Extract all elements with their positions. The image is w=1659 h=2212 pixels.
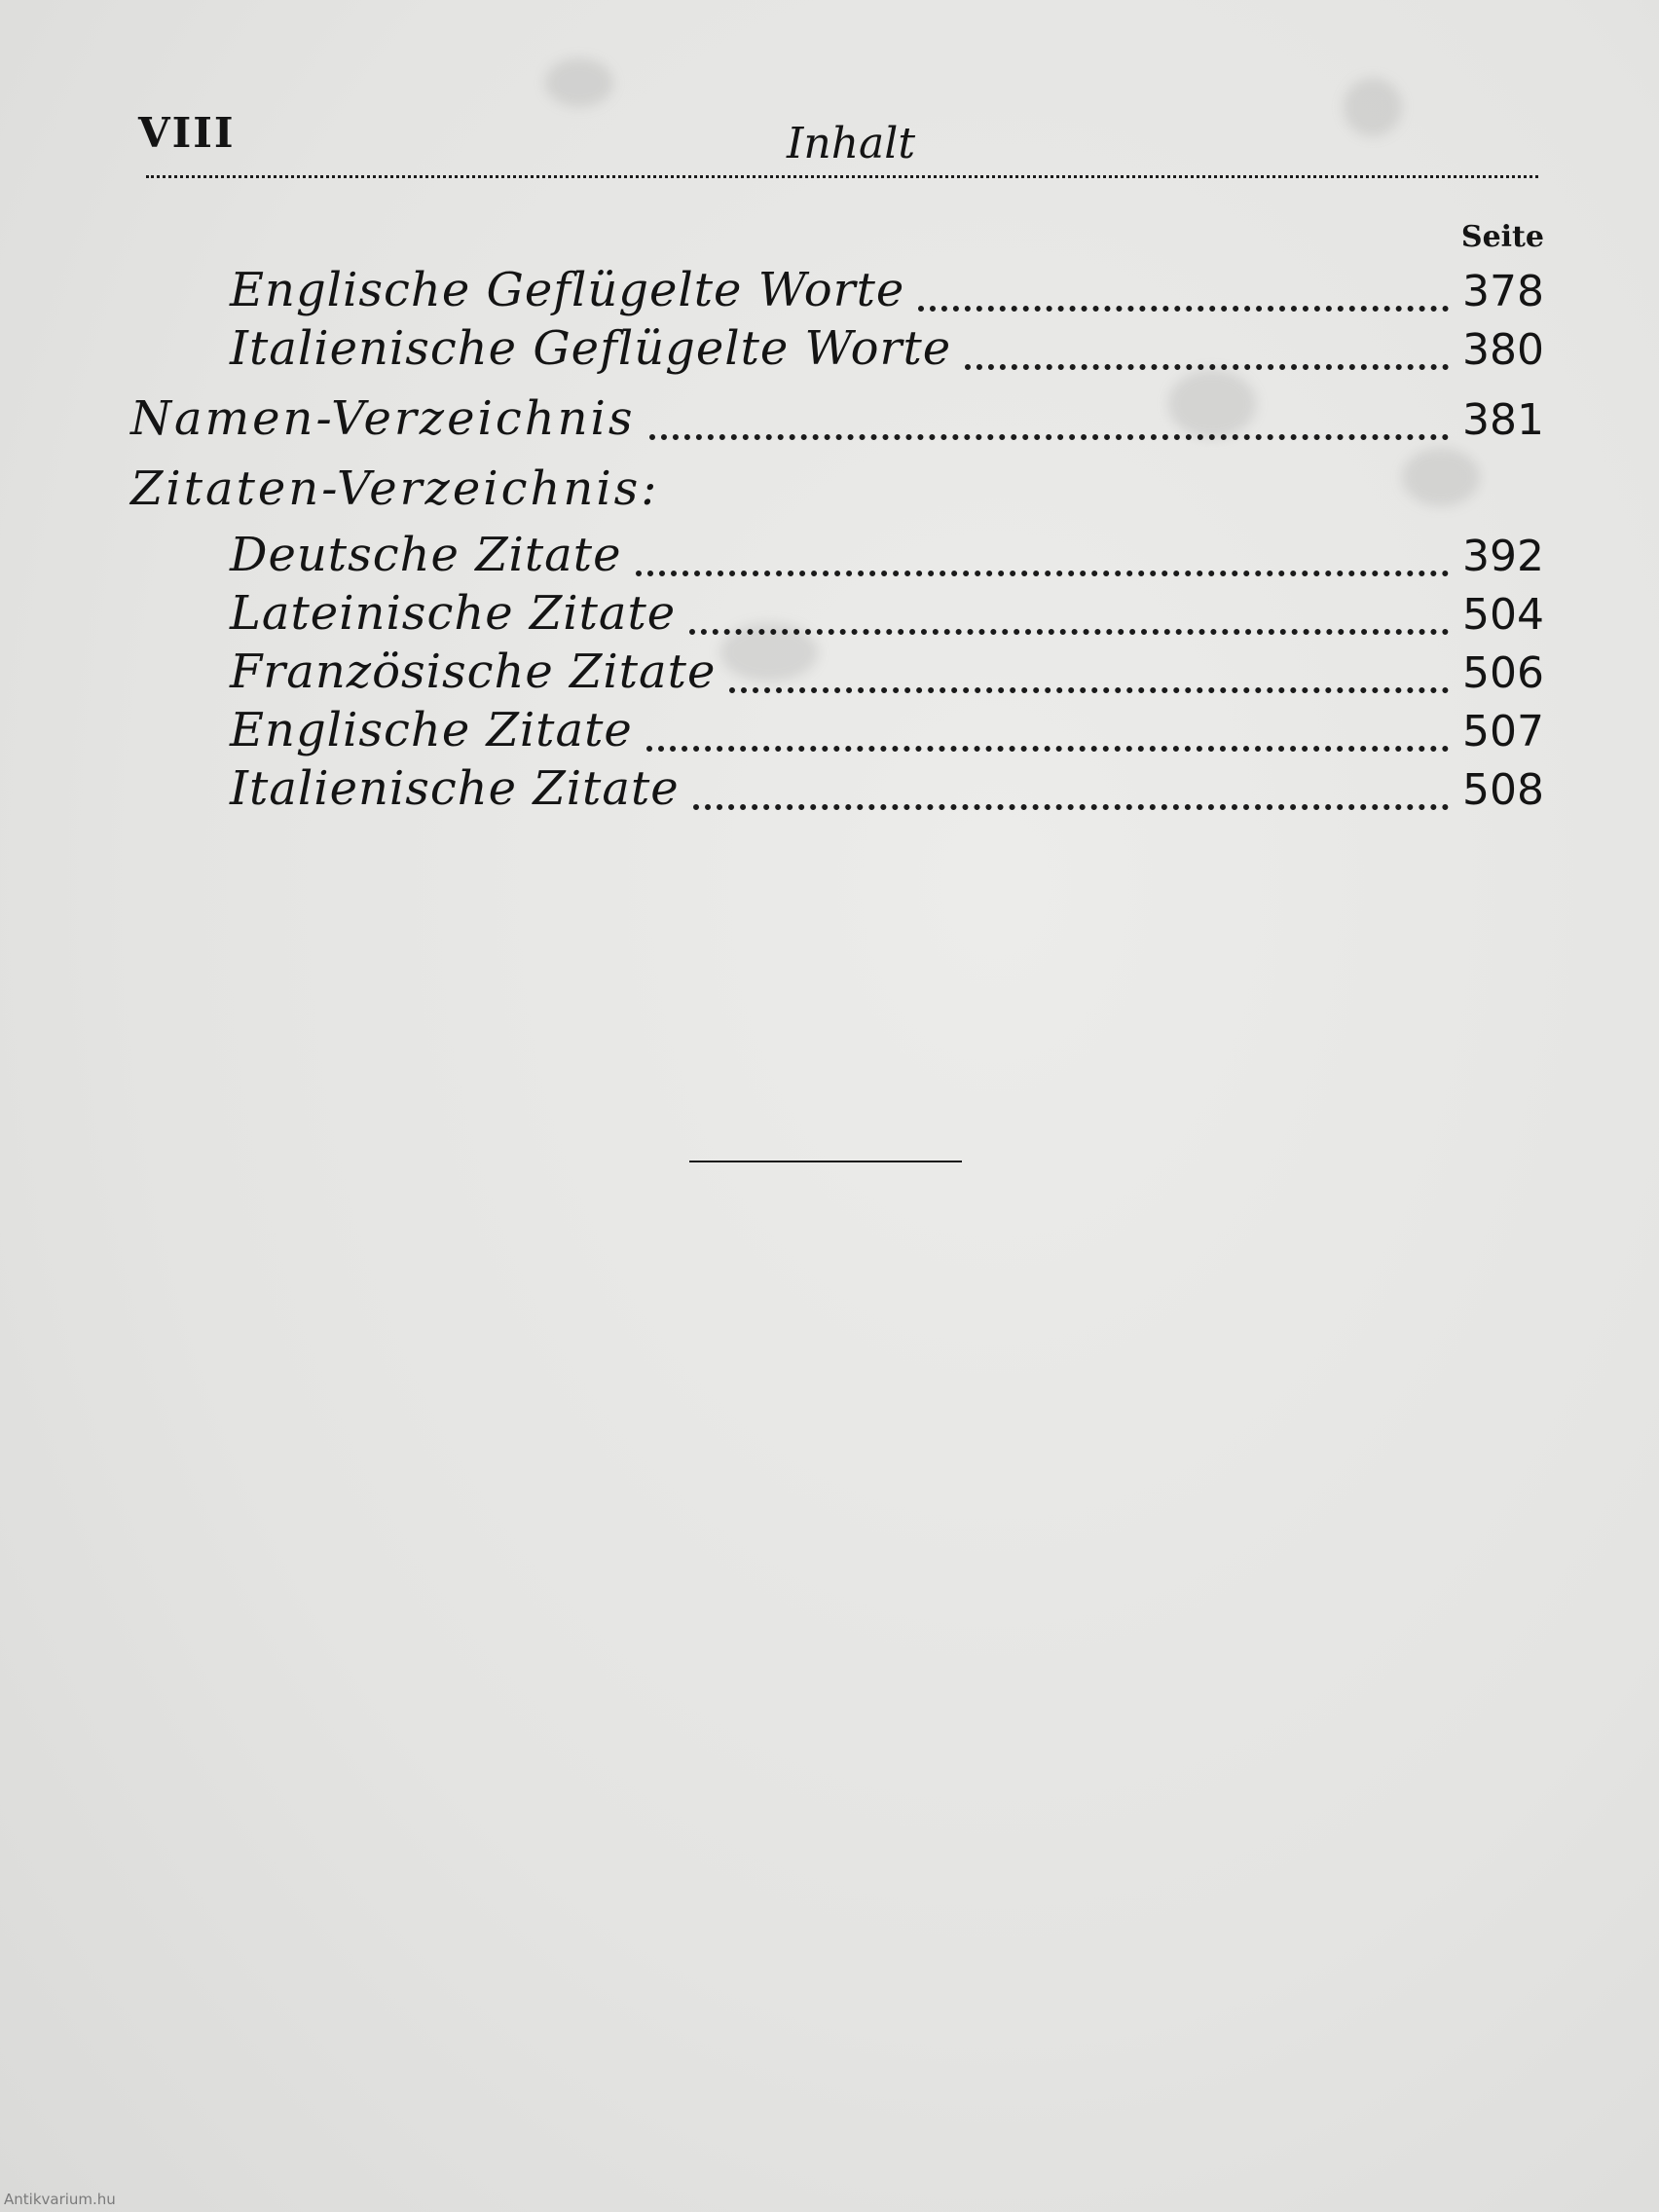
toc-entry [230, 761, 1544, 822]
paper-stain [1402, 448, 1480, 506]
dot-leader [729, 687, 1449, 693]
paper-stain [1344, 78, 1402, 136]
dot-leader [918, 306, 1449, 312]
dot-leader [646, 746, 1449, 752]
toc-entry-page: 381 [1462, 395, 1544, 445]
toc-entry-page: 392 [1462, 532, 1544, 581]
toc-entry-name-index [130, 391, 1544, 452]
header-dotted-rule [146, 175, 1538, 178]
quote-index-heading: Zitaten-Verzeichnis: [130, 461, 660, 516]
toc-entry-label: Italienische Zitate [230, 761, 680, 816]
toc-entry [230, 703, 1544, 763]
paper-stain [545, 58, 613, 107]
toc-entry-label: Italienische Geflügelte Worte [230, 321, 952, 376]
toc-entry-label: Lateinische Zitate [230, 586, 677, 641]
watermark: Antikvarium.hu [4, 2191, 116, 2208]
dot-leader [689, 629, 1449, 635]
toc-entry-page: 504 [1462, 590, 1544, 640]
dot-leader [965, 364, 1449, 370]
toc-entry-label: Deutsche Zitate [230, 528, 622, 582]
toc-entry-label: Englische Zitate [230, 703, 633, 757]
toc-entry-label: Namen-Verzeichnis [130, 391, 636, 446]
dot-leader [693, 804, 1449, 810]
running-title: Inhalt [787, 119, 916, 168]
toc-entry [230, 645, 1544, 705]
dot-leader [649, 434, 1449, 440]
toc-entry [230, 321, 1544, 382]
toc-entry-page: 508 [1462, 765, 1544, 815]
toc-entry-label: Englische Geflügelte Worte [230, 263, 905, 317]
end-rule [689, 1161, 962, 1162]
toc-entry-page: 380 [1462, 325, 1544, 375]
toc-entry [230, 528, 1544, 588]
toc-entry [230, 586, 1544, 646]
dot-leader [636, 571, 1450, 576]
toc-entry [230, 263, 1544, 323]
toc-entry-page: 507 [1462, 707, 1544, 756]
toc-entry-label: Französische Zitate [230, 645, 717, 699]
page-number: VIII [138, 109, 236, 157]
page-column-label: Seite [1460, 220, 1544, 254]
toc-entry-page: 378 [1462, 267, 1544, 316]
toc-entry-page: 506 [1462, 648, 1544, 698]
